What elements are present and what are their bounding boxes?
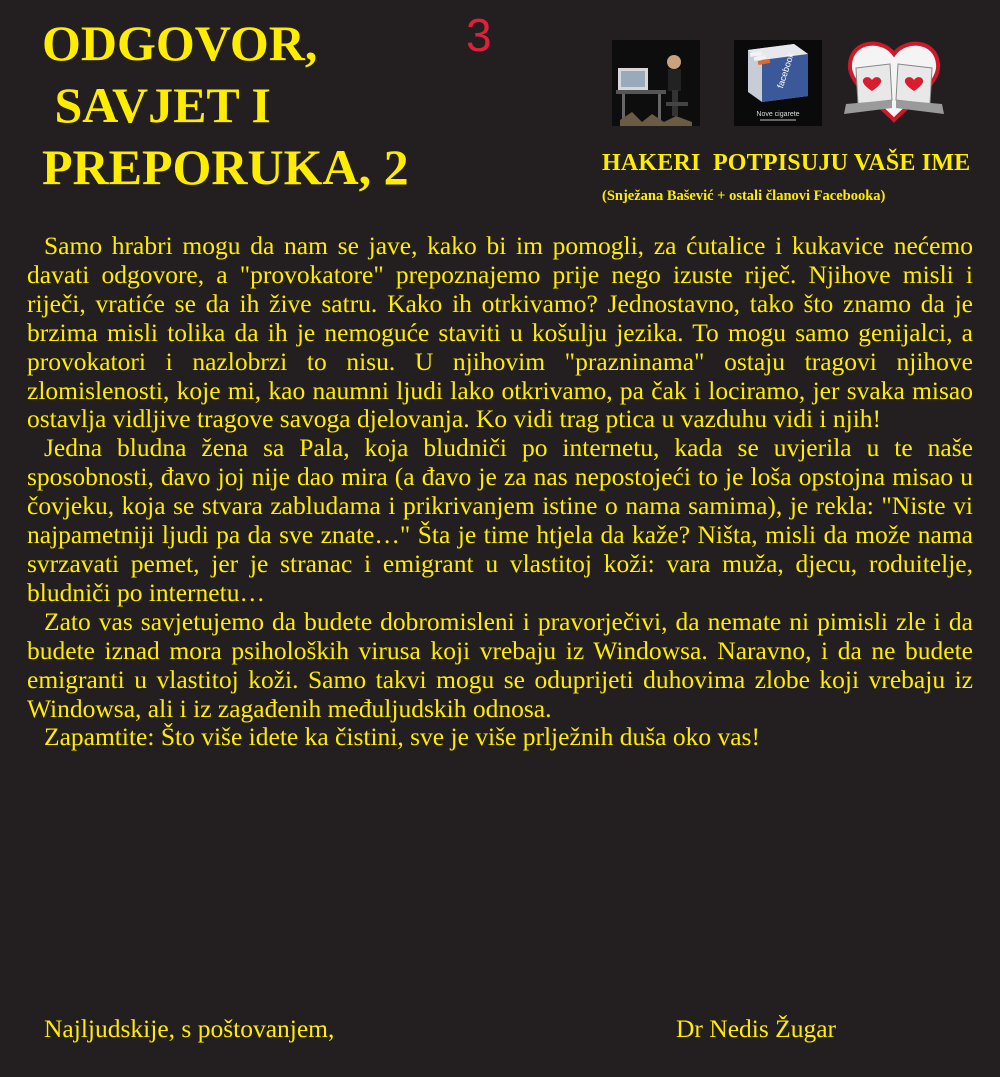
thumb2-brand: facebook xyxy=(775,51,796,90)
page-number: 3 xyxy=(466,9,492,61)
signoff: Najljudskije, s poštovanjem, xyxy=(44,1014,335,1043)
article-heading: HAKERI POTPISUJU VAŠE IME xyxy=(602,150,971,176)
document-title xyxy=(42,12,409,198)
article-body xyxy=(27,232,973,752)
paragraph-3: Zato vas savjetujemo da budete dobromisleni i pravorječivi, da nemate ni pimisli zle i da budete iznad mora psiholoških virusa koji vrebaju iz Windowsa. Naravno, i da ne budete emigranti u vlastitoj koži. Samo takvi mogu se oduprijeti duhovima zlobe koji vrebaju iz Windowsa, ali i iz zagađenih međuljudskih odnosa. xyxy=(27,606,973,723)
title-line-2: SAVJET I xyxy=(42,77,271,133)
laptops-hearts-image xyxy=(838,38,950,130)
thumb2-caption: Nove cigarete xyxy=(756,111,800,118)
closing-line: Zapamtite: Što više idete ka čistini, sve je više prlježnih duša oko vas! xyxy=(44,722,760,752)
title-line-3: PREPORUKA, 2 xyxy=(42,139,409,195)
article-subheading: (Snježana Bašević + ostali članovi Facebooka) xyxy=(602,188,886,204)
author-signature: Dr Nedis Žugar xyxy=(676,1014,837,1043)
cigarette-box-image xyxy=(734,40,822,126)
paragraph-2: Jedna bludna žena sa Pala, koja bludniči po internetu, kada se uvjerila u te naše sposobnosti, đavo joj nije dao mira (a đavo je za nas nepostojeći to je loša opstojna misao u čovjeku, koja se stvara zabludama i prikrivanjem istine o nama samima), je rekla: "Niste vi najpametniji ljudi pa da sve znate…" Šta je time htjela da kaže? Ništa, misli da može nama svrzavati pemet, jer je stranac i emigrant u vlastitoj koži: vara muža, djecu, roduitelje, bludniči po internetu… xyxy=(27,433,973,607)
paragraph-1: Samo hrabri mogu da nam se jave, kako bi im pomogli, za ćutalice i kukavice nećemo davati odgovore, a "provokatore" prepoznajemo prije nego izuste riječ. Njihove misli i riječi, vratiće se da ih žive satru. Kako ih otrkivamo? Jednostavno, tako što znamo da je brzima misli tolika da ih je nemoguće staviti u košulju jezika. To mogu samo genijalci, a provokatori i nazlobrzi to nisu. U njihovim "prazninama" ostaju tragovi njihove zlomislenosti, koje mi, kao naumni ljudi lako otkrivamo, pa čak i lociramo, jer svaka misao ostavlja vidljive tragove savoga djelovanja. Ko vidi trag ptica u vazduhu vidi i njih! xyxy=(27,231,973,434)
title-line-1: ODGOVOR, xyxy=(42,15,318,71)
hacker-computer-image xyxy=(612,40,700,126)
